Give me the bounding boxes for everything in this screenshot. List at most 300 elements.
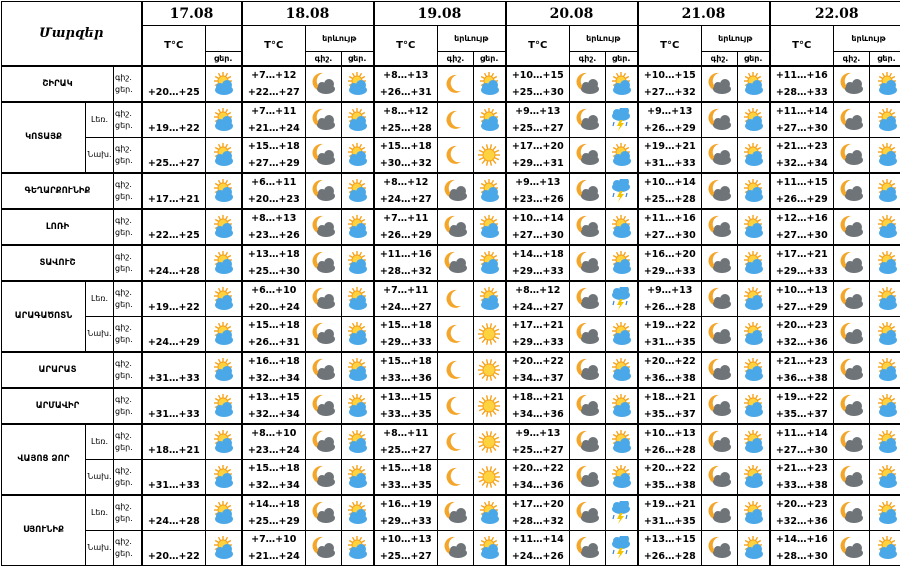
- day-temp: +25…+28: [375, 120, 438, 137]
- night-temp: +9…+13: [507, 425, 570, 442]
- night-temp: +21…+23: [771, 138, 834, 155]
- temp-17: +20…+25: [142, 66, 206, 102]
- temp-21: [638, 209, 702, 245]
- subregion-name: Նախ.: [86, 459, 114, 495]
- night-label: գիշ.: [115, 179, 141, 191]
- night-temp: +6…+10: [243, 282, 306, 299]
- moon-cloud-icon: [306, 209, 342, 245]
- moon-cloud-icon: [570, 530, 606, 565]
- sun-cloud-icon: [606, 316, 638, 352]
- day-header-17: ցեր.: [206, 52, 242, 66]
- day-temp: +22…+27: [243, 84, 306, 101]
- night-temp: +13…+15: [639, 531, 702, 548]
- moon-cloud-icon: [834, 245, 870, 281]
- night-label: գիշ.: [115, 143, 141, 155]
- sun-cloud-icon: [206, 66, 242, 102]
- sun-cloud-icon: [738, 424, 770, 460]
- day-temp: +23…+24: [243, 442, 306, 459]
- night-temp: +11…+16: [771, 67, 834, 84]
- region-name: ԿՈՏԱՅՔ: [2, 102, 86, 173]
- temp-21: [638, 388, 702, 424]
- day-temp: +32…+34: [243, 477, 306, 494]
- sun-cloud-icon: [206, 352, 242, 388]
- temp-17: +24…+28: [142, 245, 206, 281]
- moon-cloud-icon: [438, 495, 474, 531]
- temp-19: [374, 459, 438, 495]
- night-temp: +8…+12: [375, 103, 438, 120]
- temp-19: [374, 530, 438, 565]
- night-label: գիշ.: [115, 251, 141, 263]
- day-temp: +32…+34: [243, 406, 306, 423]
- temp-18: [242, 495, 306, 531]
- moon-cloud-icon: [306, 281, 342, 317]
- date-header-20: 20.08: [506, 2, 638, 26]
- night-temp: +17…+21: [771, 246, 834, 263]
- night-day-labels: [114, 352, 142, 388]
- night-temp: +7…+11: [243, 103, 306, 120]
- moon-cloud-icon: [438, 209, 474, 245]
- sun-cloud-icon: [606, 352, 638, 388]
- temp-header-17: T°C: [142, 26, 206, 66]
- temp-22: [770, 245, 834, 281]
- night-temp: +7…+12: [243, 67, 306, 84]
- night-label: գիշ.: [115, 430, 141, 442]
- weather-header-19: երևույթ: [438, 26, 506, 52]
- night-day-labels: [114, 388, 142, 424]
- temp-21: [638, 245, 702, 281]
- day-temp: +35…+38: [639, 477, 702, 494]
- night-label: գիշ.: [115, 394, 141, 406]
- sun-cloud-icon: [206, 459, 242, 495]
- temp-18: [242, 459, 306, 495]
- day-label: ցեր.: [115, 299, 141, 311]
- moon-cloud-icon: [570, 137, 606, 173]
- subregion-name: Նախ.: [86, 316, 114, 352]
- night-header-18: գիշ.: [306, 52, 342, 66]
- table-row: [2, 102, 900, 138]
- date-header-21: 21.08: [638, 2, 770, 26]
- sun-cloud-icon: [738, 102, 770, 138]
- temp-17: +19…+22: [142, 281, 206, 317]
- day-temp: +20…+24: [243, 299, 306, 316]
- day-temp: +25…+27: [375, 442, 438, 459]
- night-day-labels: [114, 173, 142, 209]
- night-label: գիշ.: [115, 72, 141, 84]
- sun-cloud-icon: [342, 495, 374, 531]
- moon-icon: [438, 352, 474, 388]
- night-temp: +19…+21: [639, 496, 702, 513]
- sun-cloud-icon: [342, 209, 374, 245]
- moon-cloud-icon: [702, 281, 738, 317]
- sun-cloud-icon: [738, 66, 770, 102]
- temp-21: [638, 495, 702, 531]
- day-temp: +29…+33: [771, 263, 834, 280]
- region-name: ՇԻՐԱԿ: [2, 66, 114, 102]
- temp-17: +17…+21: [142, 173, 206, 209]
- day-temp: +28…+32: [507, 513, 570, 530]
- night-temp: +18…+21: [639, 389, 702, 406]
- temp-header-18: T°C: [242, 26, 306, 66]
- day-temp: +26…+28: [639, 299, 702, 316]
- day-temp: +32…+36: [771, 513, 834, 530]
- moon-cloud-icon: [570, 495, 606, 531]
- day-label: ցեր.: [115, 84, 141, 96]
- temp-17: +22…+25: [142, 209, 206, 245]
- moon-cloud-icon: [834, 102, 870, 138]
- temp-21: [638, 66, 702, 102]
- night-temp: +11…+14: [771, 103, 834, 120]
- temp-18: [242, 66, 306, 102]
- night-temp: +13…+15: [243, 389, 306, 406]
- day-temp: +32…+36: [771, 334, 834, 351]
- sun-cloud-icon: [342, 459, 374, 495]
- temp-19: [374, 245, 438, 281]
- night-day-labels: [114, 495, 142, 531]
- day-temp: +25…+28: [639, 191, 702, 208]
- moon-cloud-icon: [702, 424, 738, 460]
- date-header-22: 22.08: [770, 2, 900, 26]
- night-temp: +20…+22: [507, 353, 570, 370]
- temp-21: [638, 424, 702, 460]
- day-temp: +31…+35: [639, 513, 702, 530]
- moon-cloud-icon: [306, 352, 342, 388]
- date-header-17: 17.08: [142, 2, 242, 26]
- sun-icon: [474, 352, 506, 388]
- table-row: [2, 209, 900, 245]
- day-label: ցեր.: [115, 120, 141, 132]
- temp-21: [638, 316, 702, 352]
- day-temp: +26…+29: [375, 227, 438, 244]
- temp-22: [770, 281, 834, 317]
- temp-20: [506, 102, 570, 138]
- temp-22: [770, 173, 834, 209]
- sun-cloud-icon: [870, 245, 900, 281]
- temp-17: +19…+22: [142, 102, 206, 138]
- night-temp: +17…+20: [507, 138, 570, 155]
- temp-21: [638, 102, 702, 138]
- night-temp: +20…+23: [771, 496, 834, 513]
- moon-icon: [438, 66, 474, 102]
- table-row: [2, 352, 900, 388]
- temp-20: [506, 245, 570, 281]
- moon-icon: [438, 388, 474, 424]
- night-temp: +11…+16: [639, 210, 702, 227]
- moon-cloud-icon: [570, 388, 606, 424]
- sun-cloud-icon: [870, 66, 900, 102]
- sun-cloud-icon: [738, 352, 770, 388]
- moon-icon: [438, 137, 474, 173]
- temp-22: [770, 352, 834, 388]
- night-temp: +20…+22: [639, 460, 702, 477]
- sun-cloud-icon: [870, 424, 900, 460]
- night-temp: +19…+22: [771, 389, 834, 406]
- moon-icon: [438, 102, 474, 138]
- night-day-labels: [114, 424, 142, 460]
- moon-cloud-icon: [306, 459, 342, 495]
- sun-cloud-icon: [206, 495, 242, 531]
- night-temp: +11…+14: [771, 425, 834, 442]
- sun-cloud-icon: [870, 495, 900, 531]
- night-temp: +15…+18: [375, 138, 438, 155]
- night-temp: +20…+22: [507, 460, 570, 477]
- sun-cloud-icon: [870, 173, 900, 209]
- day-label: ցեր.: [115, 477, 141, 489]
- temp-17: +25…+27: [142, 137, 206, 173]
- day-temp: +21…+24: [243, 548, 306, 565]
- night-day-labels: [114, 66, 142, 102]
- moon-cloud-icon: [834, 459, 870, 495]
- subregion-name: Նախ.: [86, 137, 114, 173]
- date-header-18: 18.08: [242, 2, 374, 26]
- day-temp: +27…+29: [771, 299, 834, 316]
- night-temp: +15…+18: [243, 460, 306, 477]
- temp-header-21: T°C: [638, 26, 702, 66]
- temp-22: [770, 459, 834, 495]
- temp-22: [770, 102, 834, 138]
- moon-cloud-icon: [702, 459, 738, 495]
- temp-21: [638, 530, 702, 565]
- moon-cloud-icon: [834, 66, 870, 102]
- moon-cloud-icon: [702, 388, 738, 424]
- moon-cloud-icon: [834, 495, 870, 531]
- night-temp: +15…+18: [375, 353, 438, 370]
- table-row: [2, 66, 900, 102]
- moon-cloud-icon: [306, 316, 342, 352]
- moon-cloud-icon: [834, 173, 870, 209]
- day-temp: +32…+34: [243, 370, 306, 387]
- night-day-labels: [114, 137, 142, 173]
- region-name: ՎԱՅՈՑ ՁՈՐ: [2, 424, 86, 495]
- day-temp: +29…+33: [639, 263, 702, 280]
- sun-cloud-icon: [870, 352, 900, 388]
- day-temp: +35…+37: [639, 406, 702, 423]
- day-header-22: ցեր.: [870, 52, 900, 66]
- night-label: գիշ.: [115, 322, 141, 334]
- sun-cloud-icon: [870, 137, 900, 173]
- night-temp: +14…+18: [507, 246, 570, 263]
- night-header-21: գիշ.: [702, 52, 738, 66]
- temp-18: [242, 209, 306, 245]
- forecast-body: [2, 66, 900, 566]
- table-row: [2, 281, 900, 317]
- temp-17: +18…+21: [142, 424, 206, 460]
- moon-cloud-icon: [702, 316, 738, 352]
- night-header-22: գիշ.: [834, 52, 870, 66]
- sun-cloud-icon: [206, 102, 242, 138]
- moon-cloud-icon: [570, 352, 606, 388]
- sun-icon: [474, 316, 506, 352]
- night-temp: +12…+16: [771, 210, 834, 227]
- day-temp: +25…+27: [375, 548, 438, 565]
- temp-19: [374, 137, 438, 173]
- sun-cloud-icon: [738, 173, 770, 209]
- sun-cloud-icon: [342, 173, 374, 209]
- day-temp: +20…+23: [243, 191, 306, 208]
- day-temp: +33…+38: [771, 477, 834, 494]
- night-temp: +9…+13: [507, 103, 570, 120]
- day-temp: +28…+30: [771, 548, 834, 565]
- day-temp: +29…+33: [507, 334, 570, 351]
- subregion-name: Լեռ.: [86, 102, 114, 138]
- sun-cloud-icon: [206, 281, 242, 317]
- temp-20: [506, 281, 570, 317]
- temp-18: [242, 137, 306, 173]
- night-temp: +20…+22: [639, 353, 702, 370]
- moon-cloud-icon: [834, 137, 870, 173]
- sun-cloud-icon: [870, 281, 900, 317]
- day-temp: +36…+38: [771, 370, 834, 387]
- night-label: գիշ.: [115, 358, 141, 370]
- sun-cloud-icon: [870, 530, 900, 565]
- night-temp: +10…+13: [375, 531, 438, 548]
- night-temp: +8…+13: [375, 67, 438, 84]
- moon-cloud-icon: [306, 424, 342, 460]
- sun-cloud-icon: [606, 388, 638, 424]
- sun-cloud-icon: [870, 102, 900, 138]
- moon-cloud-icon: [306, 102, 342, 138]
- temp-21: [638, 459, 702, 495]
- sun-cloud-icon: [870, 388, 900, 424]
- storm-icon: [606, 173, 638, 209]
- night-temp: +10…+15: [639, 67, 702, 84]
- table-row: [2, 245, 900, 281]
- night-temp: +21…+23: [771, 353, 834, 370]
- night-temp: +8…+12: [375, 174, 438, 191]
- night-label: գիշ.: [115, 465, 141, 477]
- moon-cloud-icon: [570, 281, 606, 317]
- night-temp: +14…+18: [243, 496, 306, 513]
- day-label: ցեր.: [115, 334, 141, 346]
- sun-cloud-icon: [606, 209, 638, 245]
- temp-19: [374, 388, 438, 424]
- night-day-labels: [114, 530, 142, 565]
- sun-cloud-icon: [606, 66, 638, 102]
- weather-header-17: [206, 26, 242, 52]
- storm-icon: [606, 530, 638, 565]
- moon-cloud-icon: [438, 530, 474, 565]
- day-temp: +23…+26: [507, 191, 570, 208]
- region-name: ԱՐԱՐԱՏ: [2, 352, 114, 388]
- sun-cloud-icon: [474, 173, 506, 209]
- temp-20: [506, 137, 570, 173]
- temp-19: [374, 495, 438, 531]
- day-temp: +34…+37: [507, 370, 570, 387]
- night-temp: +16…+20: [639, 246, 702, 263]
- sun-cloud-icon: [342, 245, 374, 281]
- night-temp: +8…+11: [375, 425, 438, 442]
- sun-cloud-icon: [606, 424, 638, 460]
- day-temp: +32…+34: [771, 155, 834, 172]
- moon-cloud-icon: [570, 209, 606, 245]
- night-header-20: գիշ.: [570, 52, 606, 66]
- temp-20: [506, 530, 570, 565]
- temp-18: [242, 424, 306, 460]
- day-header-19: ցեր.: [474, 52, 506, 66]
- sun-cloud-icon: [206, 388, 242, 424]
- region-name: ՏԱՎՈՒՇ: [2, 245, 114, 281]
- moon-cloud-icon: [702, 495, 738, 531]
- moon-cloud-icon: [306, 137, 342, 173]
- table-row: [2, 424, 900, 460]
- day-temp: +24…+27: [375, 191, 438, 208]
- day-label: ցեր.: [115, 191, 141, 203]
- temp-22: [770, 530, 834, 565]
- region-name: ԱՐՄԱՎԻՐ: [2, 388, 114, 424]
- day-header-20: ցեր.: [606, 52, 638, 66]
- night-temp: +21…+23: [771, 460, 834, 477]
- sun-cloud-icon: [342, 281, 374, 317]
- night-day-labels: [114, 102, 142, 138]
- night-label: գիշ.: [115, 536, 141, 548]
- day-temp: +25…+27: [507, 120, 570, 137]
- temp-22: [770, 66, 834, 102]
- temp-22: [770, 495, 834, 531]
- moon-cloud-icon: [570, 316, 606, 352]
- moon-cloud-icon: [306, 495, 342, 531]
- temp-19: [374, 66, 438, 102]
- day-header-21: ցեր.: [738, 52, 770, 66]
- moon-cloud-icon: [834, 424, 870, 460]
- temp-19: [374, 281, 438, 317]
- day-temp: +27…+29: [243, 155, 306, 172]
- day-label: ցեր.: [115, 370, 141, 382]
- region-name: ՍՅՈՒՆԻՔ: [2, 495, 86, 566]
- day-temp: +31…+33: [639, 155, 702, 172]
- day-temp: +26…+29: [771, 191, 834, 208]
- day-temp: +26…+28: [639, 548, 702, 565]
- night-day-labels: [114, 209, 142, 245]
- night-temp: +11…+16: [375, 246, 438, 263]
- weather-header-20: երևույթ: [570, 26, 638, 52]
- storm-icon: [606, 281, 638, 317]
- temp-17: +24…+29: [142, 316, 206, 352]
- sun-cloud-icon: [206, 137, 242, 173]
- moon-cloud-icon: [570, 459, 606, 495]
- day-temp: +35…+37: [771, 406, 834, 423]
- night-temp: +10…+13: [771, 282, 834, 299]
- temp-18: [242, 245, 306, 281]
- temp-17: +24…+28: [142, 495, 206, 531]
- night-temp: +8…+13: [243, 210, 306, 227]
- night-temp: +19…+21: [639, 138, 702, 155]
- day-temp: +30…+32: [375, 155, 438, 172]
- sun-cloud-icon: [206, 173, 242, 209]
- moon-cloud-icon: [306, 530, 342, 565]
- moon-cloud-icon: [306, 66, 342, 102]
- day-temp: +25…+30: [243, 263, 306, 280]
- sun-cloud-icon: [738, 281, 770, 317]
- night-temp: +8…+12: [507, 282, 570, 299]
- night-temp: +13…+18: [243, 246, 306, 263]
- temp-20: [506, 388, 570, 424]
- sun-cloud-icon: [606, 137, 638, 173]
- day-temp: +28…+32: [375, 263, 438, 280]
- night-temp: +11…+14: [507, 531, 570, 548]
- moon-cloud-icon: [570, 245, 606, 281]
- day-temp: +25…+27: [507, 442, 570, 459]
- night-temp: +16…+18: [243, 353, 306, 370]
- night-day-labels: [114, 459, 142, 495]
- night-label: գիշ.: [115, 287, 141, 299]
- region-name: ԳԵՂԱՐՔՈՒՆԻՔ: [2, 173, 114, 209]
- moon-cloud-icon: [570, 424, 606, 460]
- day-temp: +29…+31: [507, 155, 570, 172]
- day-temp: +26…+31: [375, 84, 438, 101]
- sun-cloud-icon: [870, 316, 900, 352]
- temp-18: [242, 530, 306, 565]
- temp-21: [638, 281, 702, 317]
- moon-cloud-icon: [702, 209, 738, 245]
